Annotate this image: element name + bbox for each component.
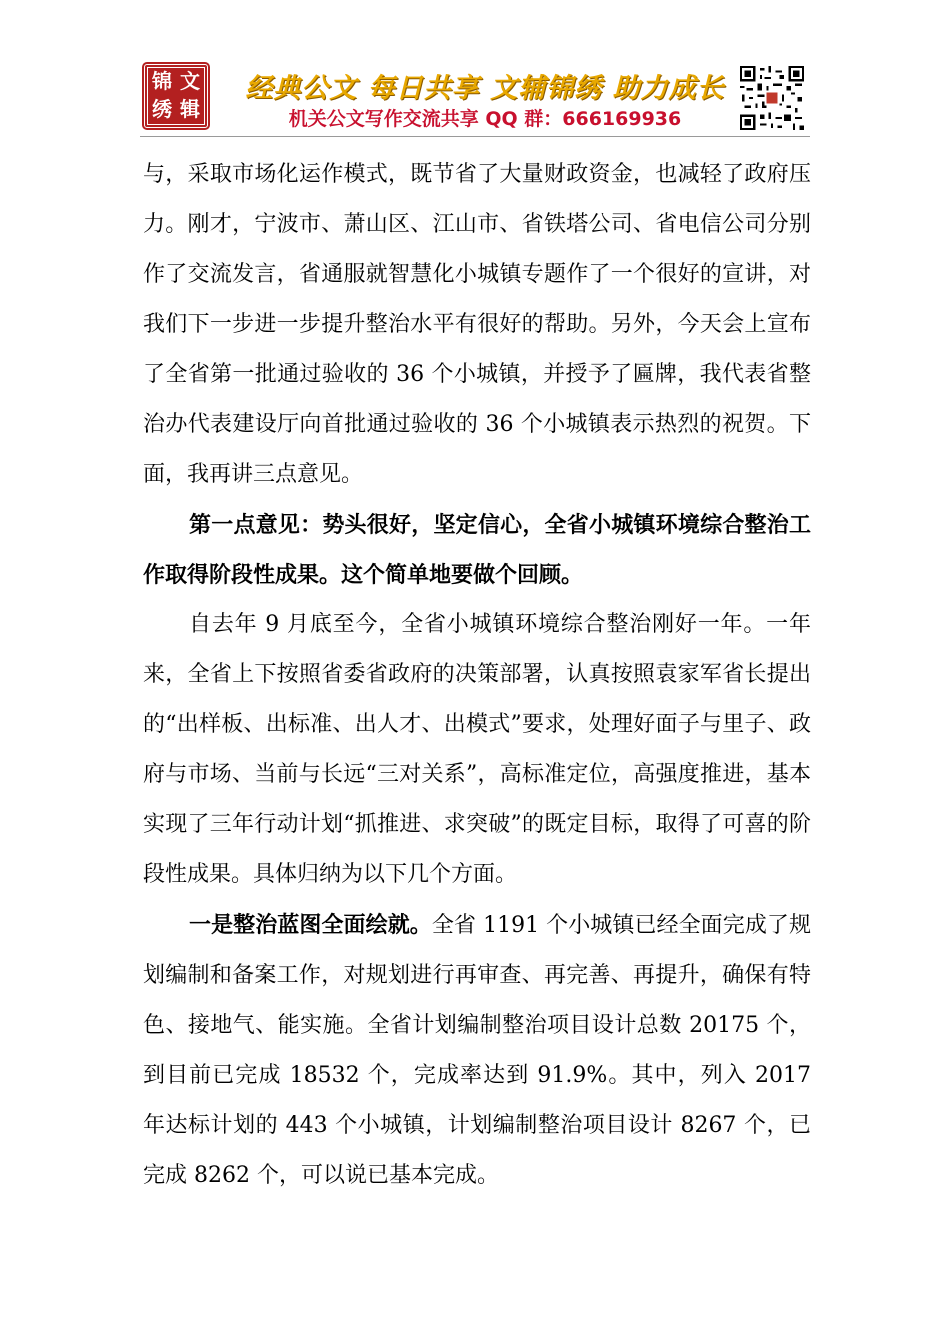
header-slogan: 经典公文 每日共享 文辅锦绣 助力成长 <box>245 73 725 104</box>
paragraph-blueprint <box>143 900 811 1201</box>
header-qq-group: 机关公文写作交流共享 QQ 群：666169936 <box>288 108 682 130</box>
seal-char: 绣 <box>152 97 172 121</box>
paragraph-lead: 一是整治蓝图全面绘就。 <box>189 912 432 938</box>
seal-char: 文 <box>180 69 200 93</box>
paragraph-text: 全省 1191 个小城镇已经全面完成了规划编制和备案工作，对规划进行再审查、再完善、再提升，确保有特色、接地气、能实施。全省计划编制整治项目设计总数 20175 个，到目前已完成 18532 个，完成率达到 91.9%。其中，列入 2017 年达标计划的 443 个小城镇，计划编制整治项目设计 8267 个，已完成 8262 个，可以说已基本完成。 <box>143 913 811 1188</box>
seal-char: 锦 <box>152 69 172 93</box>
seal-char: 辑 <box>180 97 200 121</box>
document-body <box>143 150 811 1201</box>
qr-code-icon <box>740 66 804 130</box>
brand-seal-logo <box>144 64 208 128</box>
header-divider <box>140 136 810 137</box>
page-header <box>140 62 810 134</box>
paragraph-continuation: 与，采取市场化运作模式，既节省了大量财政资金，也减轻了政府压力。刚才，宁波市、萧山区、江山市、省铁塔公司、省电信公司分别作了交流发言，省通服就智慧化小城镇专题作了一个很好的宣讲，对我们下一步进一步提升整治水平有很好的帮助。另外，今天会上宣布了全省第一批通过验收的 36 个小城镇，并授予了匾牌，我代表省整治办代表建设厅向首批通过验收的 36 个小城镇表示热烈的祝贺。下面，我再讲三点意见。 <box>143 162 811 487</box>
paragraph-first-point-heading: 第一点意见：势头很好，坚定信心，全省小城镇环境综合整治工作取得阶段性成果。这个简单地要做个回顾。 <box>143 512 811 588</box>
paragraph-review: 自去年 9 月底至今，全省小城镇环境综合整治刚好一年。一年来，全省上下按照省委省政府的决策部署，认真按照袁家军省长提出的“出样板、出标准、出人才、出模式”要求，处理好面子与里子、政府与市场、当前与长远“三对关系”，高标准定位，高强度推进，基本实现了三年行动计划“抓推进、求突破”的既定目标，取得了可喜的阶段性成果。具体归纳为以下几个方面。 <box>143 612 811 887</box>
